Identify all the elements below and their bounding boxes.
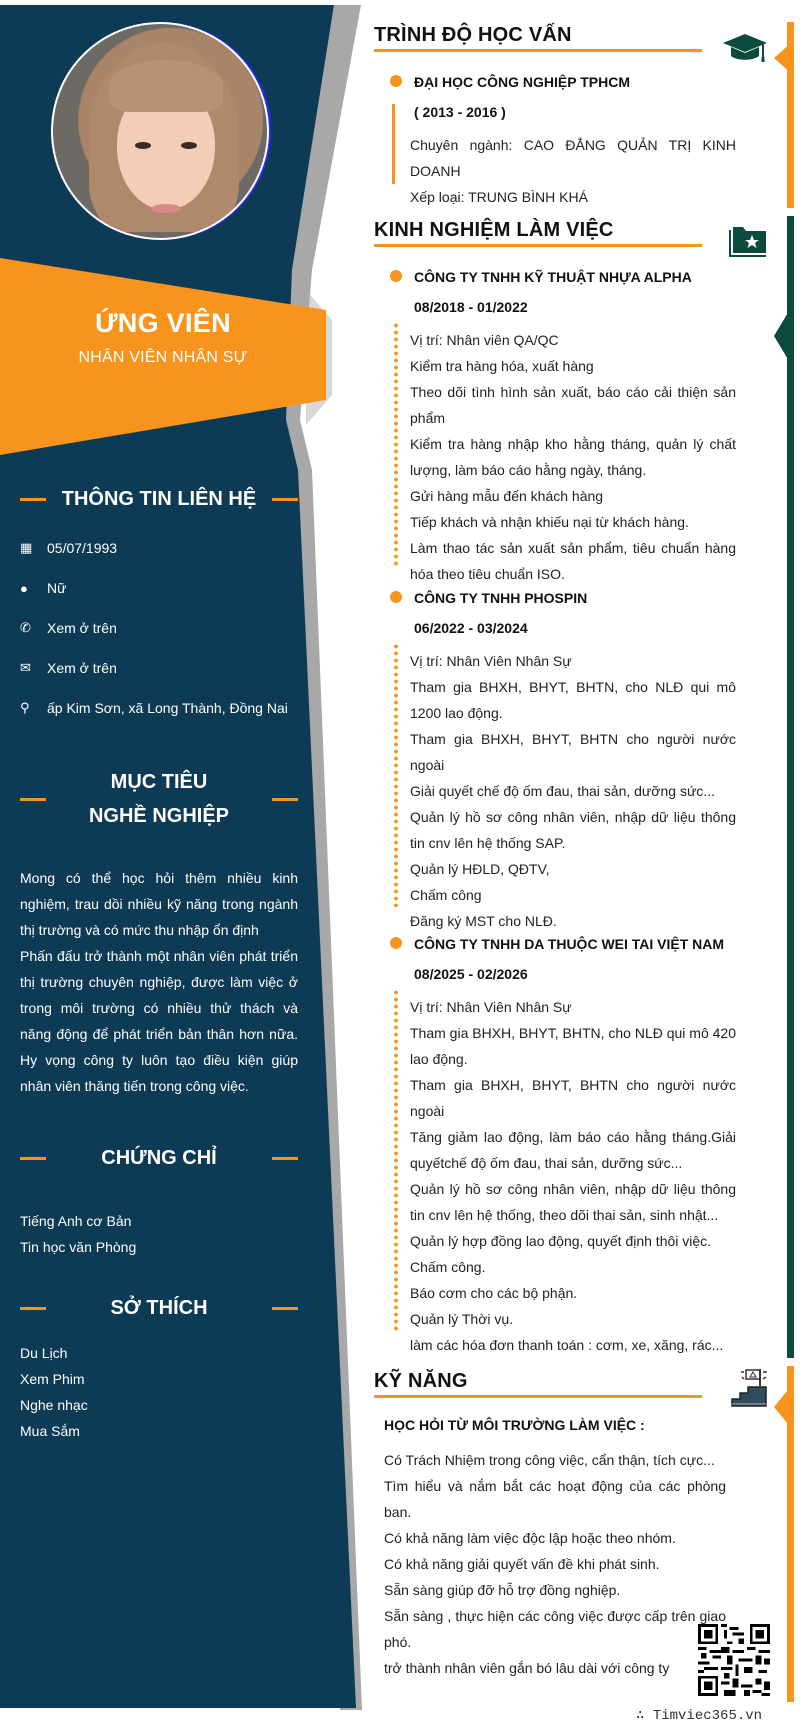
- footer-brand: ∴ Timviec365.vn: [636, 1708, 763, 1724]
- objective-text: Mong có thể học hỏi thêm nhiều kinh nghiệm, trau dồi nhiều kỹ năng trong ngành thị trường và có mức thu nhập ổn định Phấn đấu trở thành một nhân viên phát triển thị trường chuyên nghiệp, được làm việc ở trong môi trường có nhiều thử thách và năng động để phát triển bản thân hơn nữa. Hy vọng công ty luôn tạo điều kiện giúp nhân viên thăng tiến trong công việc.: [20, 870, 298, 1094]
- education-school: ĐẠI HỌC CÔNG NGHIỆP TPHCM: [414, 74, 630, 90]
- timeline-line: [392, 104, 395, 184]
- experience-notch: [774, 306, 792, 366]
- name-block: [0, 308, 326, 367]
- contact-birthdate: ▦ 05/07/1993: [20, 540, 118, 556]
- objective-heading: MỤC TIÊU NGHỀ NGHIỆP: [20, 765, 298, 833]
- calendar-icon: ▦: [20, 540, 33, 555]
- job-period: 06/2022 - 03/2024: [414, 620, 528, 636]
- job-company: CÔNG TY TNHH KỸ THUẬT NHỰA ALPHA: [414, 269, 692, 285]
- timeline-bullet: [390, 75, 402, 87]
- job-description: Vị trí: Nhân viên QA/QC Kiểm tra hàng hóa, xuất hàng Theo dõi tình hình sản xuất, báo cáo cải thiện sản phẩm Kiểm tra hàng nhập kho hằng tháng, quản lý chất lượng, làm báo cáo hằng ngày, tháng. Gửi hàng mẫu đến khách hàng Tiếp khách và nhận khiếu nại từ khách hàng. Làm thao tác sản xuất sản phẩm, tiêu chuẩn hàng hóa theo tiêu chuẩn ISO.: [410, 332, 736, 582]
- hobbies-list: [20, 1340, 300, 1444]
- location-icon: ⚲: [20, 700, 30, 715]
- education-rank: Xếp loại: TRUNG BÌNH KHÁ: [410, 189, 588, 205]
- job-company: CÔNG TY TNHH PHOSPIN: [414, 590, 588, 606]
- contact-address: ⚲ ấp Kim Sơn, xã Long Thành, Đồng Nai: [20, 700, 288, 716]
- contact-list: [20, 528, 310, 728]
- heading-dash: [272, 498, 298, 501]
- contact-gender: ● Nữ: [20, 580, 67, 596]
- timeline-bullet: [390, 270, 402, 282]
- certificate-item: Tin học văn Phòng: [20, 1239, 137, 1255]
- hobby-item: Mua Sắm: [20, 1423, 80, 1439]
- hobby-item: Nghe nhạc: [20, 1397, 88, 1413]
- contact-heading: THÔNG TIN LIÊN HỆ: [20, 482, 298, 516]
- job-description: Vị trí: Nhân Viên Nhân Sự Tham gia BHXH, BHYT, BHTN, cho NLĐ qui mô 1200 lao động. Tham gia BHXH, BHYT, BHTN cho người nước ngoài Giải quyết chế độ ốm đau, thai sản, dưỡng sức... Quản lý hồ sơ công nhân viên, nhập dữ liệu thông tin cnv lên hệ thống SAP. Quản lý HĐLD, QĐTV, Chấm công Đăng ký MST cho NLĐ.: [410, 653, 736, 929]
- hobby-item: Du Lịch: [20, 1345, 68, 1361]
- candidate-name: ỨNG VIÊN: [95, 308, 231, 338]
- certificates-heading: CHỨNG CHỈ: [20, 1141, 298, 1175]
- experience-side-bar: [787, 216, 794, 1358]
- job-description: Vị trí: Nhân Viên Nhân Sự Tham gia BHXH, BHYT, BHTN, cho NLĐ qui mô 420 lao động. Tham gia BHXH, BHYT, BHTN cho người nước ngoài Tăng giảm lao động, làm báo cáo hằng tháng.Giải quyếtchế độ ốm đau, thai sản, dưỡng sức... Quản lý hồ sơ công nhân viên, nhập dữ liệu thông tin cnv lên hệ thống, theo dõi thai sản, sinh nhật... Quản lý hợp đồng lao động, quyết định thôi việc. Chấm công. Báo cơm cho các bộ phận. Quản lý Thời vụ. làm các hóa đơn thanh toán : cơm, xe, xăng, rác...: [410, 999, 737, 1353]
- timeline-dots: [394, 643, 398, 907]
- job-period: 08/2025 - 02/2026: [414, 966, 528, 982]
- user-icon: ●: [20, 580, 28, 596]
- sidebar: [0, 0, 320, 1710]
- contact-phone: ✆ Xem ở trên: [20, 620, 117, 636]
- contact-email: ✉ Xem ở trên: [20, 660, 117, 676]
- phone-icon: ✆: [20, 620, 31, 635]
- timeline-dots: [394, 322, 398, 566]
- education-heading: TRÌNH ĐỘ HỌC VẤN: [374, 24, 702, 52]
- email-icon: ✉: [20, 660, 31, 675]
- experience-heading: KINH NGHIỆM LÀM VIỆC: [374, 219, 702, 247]
- job-period: 08/2018 - 01/2022: [414, 299, 528, 315]
- heading-dash: [20, 1307, 46, 1310]
- graduation-cap-icon: [722, 32, 768, 64]
- skills-notch: [774, 1385, 792, 1429]
- skills-heading: KỸ NĂNG: [374, 1370, 702, 1398]
- hobbies-heading: SỞ THÍCH: [20, 1291, 298, 1325]
- heading-dash: [20, 1157, 46, 1160]
- stairs-flag-icon: [730, 1366, 770, 1408]
- certificate-item: Tiếng Anh cơ Bản: [20, 1213, 132, 1229]
- education-notch: [774, 42, 792, 74]
- job-company: CÔNG TY TNHH DA THUỘC WEI TAI VIỆT NAM: [414, 936, 725, 952]
- qr-code: [698, 1624, 770, 1696]
- education-period: ( 2013 - 2016 ): [414, 104, 506, 120]
- timeline-bullet: [390, 937, 402, 949]
- heading-dash: [20, 498, 46, 501]
- heading-dash: [272, 1157, 298, 1160]
- avatar: [51, 22, 269, 240]
- candidate-job-title: NHÂN VIÊN NHÂN SỰ: [78, 349, 248, 366]
- timeline-bullet: [390, 591, 402, 603]
- skills-list: Có Trách Nhiệm trong công việc, cẩn thận, tích cực... Tìm hiểu và nắm bắt các hoạt động của các phòng ban. Có khả năng làm việc độc lập hoặc theo nhóm. Có khả năng giải quyết vấn đề khi phát sinh. Sẵn sàng giúp đỡ hỗ trợ đồng nghiệp. Sẵn sàng , thực hiện các công việc được cấp trên giao phó. trở thành nhân viên gắn bó lâu dài với công ty: [384, 1452, 726, 1676]
- heading-dash: [272, 1307, 298, 1310]
- skills-subheading: HỌC HỎI TỪ MÔI TRƯỜNG LÀM VIỆC :: [384, 1417, 645, 1433]
- certificates-list: [20, 1208, 300, 1260]
- timeline-dots: [394, 989, 398, 1333]
- folder-star-icon: [728, 224, 768, 258]
- hobby-item: Xem Phim: [20, 1371, 85, 1387]
- education-details: [410, 132, 736, 210]
- heading-dash: [20, 798, 46, 801]
- education-major: Chuyên ngành: CAO ĐẲNG QUẢN TRỊ KINH DOANH: [410, 137, 736, 179]
- heading-dash: [272, 798, 298, 801]
